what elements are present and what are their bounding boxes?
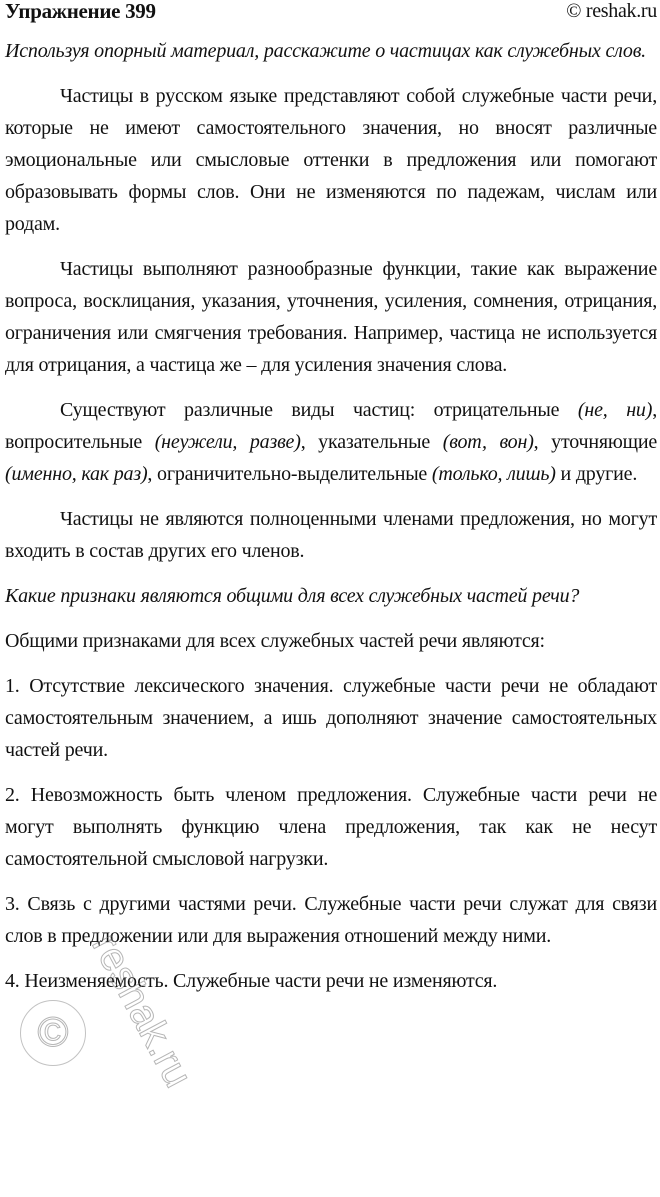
answer-item-3: 3. Связь с другими частями речи. Служебные части речи служат для связи слов в предложении или для выражения отношений между ними. <box>5 893 657 947</box>
text-segment: и другие. <box>555 463 638 485</box>
document-page <box>5 0 657 1010</box>
answer-intro: Общими признаками для всех служебных частей речи являются: <box>5 630 545 652</box>
example-particles-restrictive: (только, лишь) <box>431 463 556 485</box>
example-particles-demonstrative: (вот, вон) <box>442 431 534 453</box>
text-segment: Существуют различные виды частиц: отрицательные <box>60 399 578 421</box>
paragraph-1: Частицы в русском языке представляют собой служебные части речи, которые не имеют самостоятельного значения, но вносят различные эмоциональные или смысловые оттенки в предложения или помогают образовывать формы слов. Они не изменяются по падежам, числам или родам. <box>5 85 657 235</box>
example-particles-specifying: (именно, как раз) <box>5 463 148 485</box>
exercise-title: Упражнение 399 <box>5 0 156 23</box>
example-particles-negative: (не, ни) <box>577 399 653 421</box>
answer-item-1: 1. Отсутствие лексического значения. служебные части речи не обладают самостоятельным значением, а ишь дополняют значение самостоятельных частей речи. <box>5 675 657 761</box>
watermark-text: reshak.ru <box>83 926 201 1095</box>
text-segment: , вопросительные <box>5 399 657 453</box>
text-segment: , ограничительно-выделительные <box>147 463 432 485</box>
header <box>5 0 657 35</box>
text-segment: , уточняющие <box>533 431 657 453</box>
watermark-copyright-icon: © <box>20 1000 86 1066</box>
paragraph-3 <box>5 394 657 490</box>
paragraph-2: Частицы выполняют разнообразные функции, такие как выражение вопроса, восклицания, указания, уточнения, усиления, сомнения, отрицания, ограничения или смягчения требования. Например, частица не используется для отрицания, а частица же – для усиления значения слова. <box>5 258 657 376</box>
answer-item-2: 2. Невозможность быть членом предложения. Служебные части речи не могут выполнять функцию члена предложения, так как не несут самостоятельной смысловой нагрузки. <box>5 784 657 870</box>
question-text: Какие признаки являются общими для всех служебных частей речи? <box>5 585 580 607</box>
answer-item-4: 4. Неизменяемость. Служебные части речи не изменяются. <box>5 970 498 992</box>
text-segment: , указательные <box>300 431 443 453</box>
example-particles-interrogative: (неужели, разве) <box>154 431 301 453</box>
paragraph-4: Частицы не являются полноценными членами предложения, но могут входить в состав других его членов. <box>5 508 657 562</box>
task-text: Используя опорный материал, расскажите о частицах как служебных слов. <box>5 40 646 62</box>
copyright-label: © reshak.ru <box>566 0 657 22</box>
